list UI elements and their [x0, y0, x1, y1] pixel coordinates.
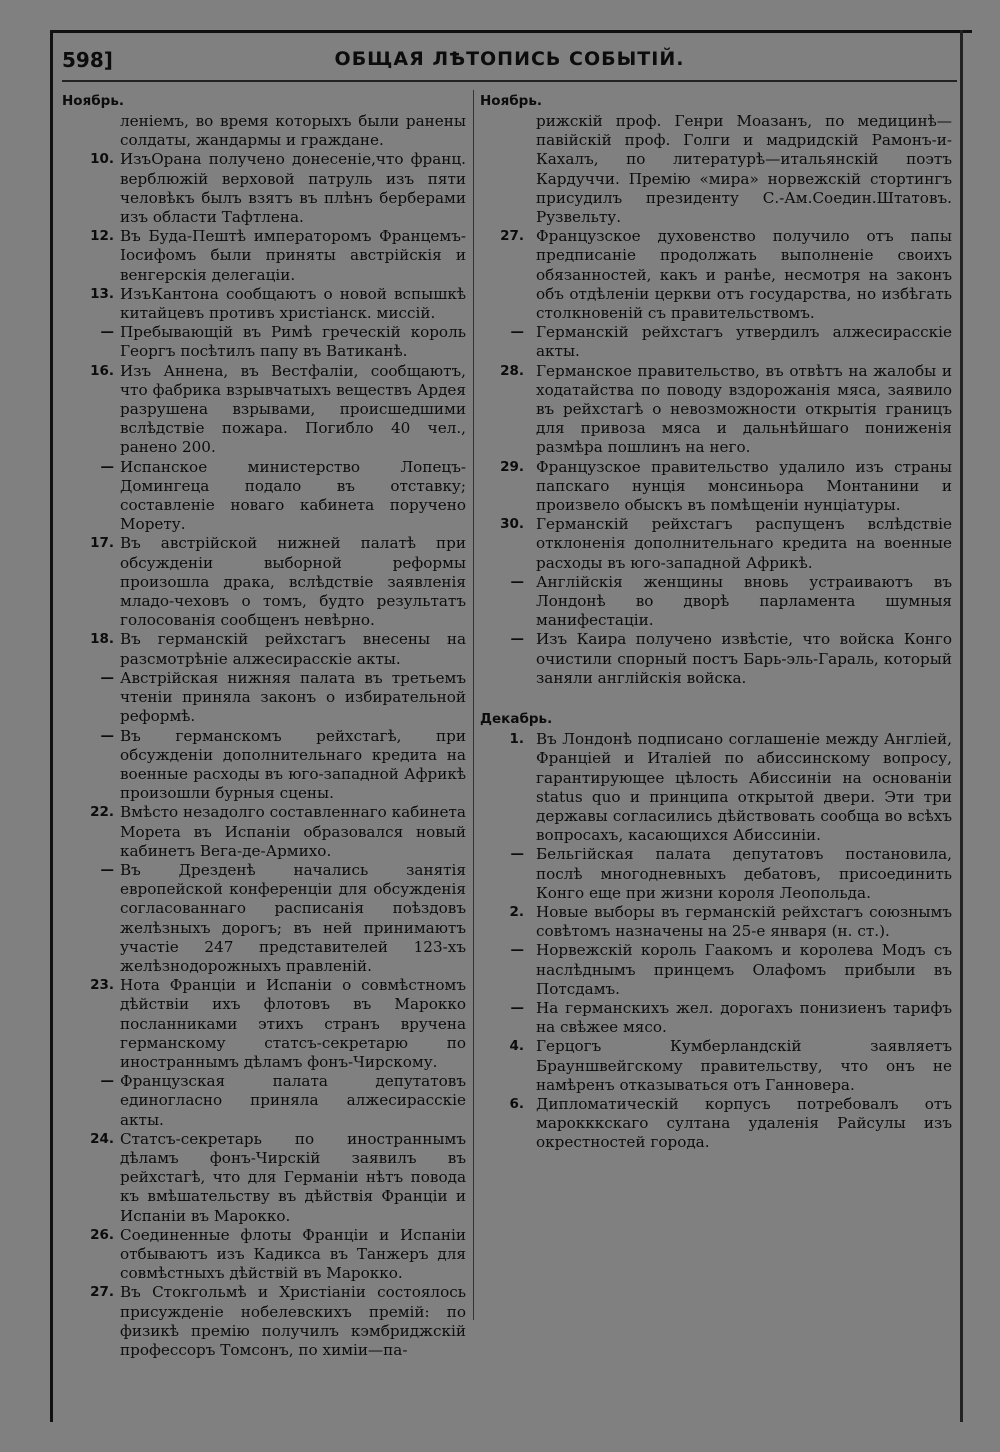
entry-text: Новые выборы въ германскій рейхстагъ союзнымъ совѣтомъ назначены на 25-е января (н. ст.). — [536, 902, 952, 941]
entry-date: 27. — [500, 228, 524, 245]
chronicle-entry — [62, 727, 466, 804]
entry-date: 2. — [509, 903, 524, 920]
entry-text: На германскихъ жел. дорогахъ понизиенъ тарифъ на свѣжее мясо. — [536, 998, 952, 1037]
entry-date: 27. — [90, 1284, 114, 1301]
header-rule — [62, 80, 957, 82]
chronicle-entry — [62, 323, 466, 361]
entry-date: — — [100, 1073, 114, 1090]
entry-date: 17. — [90, 535, 114, 552]
entry-text: Французское духовенство получило отъ папы предписаніе продолжать выполненіе своихъ обязанностей, какъ и ранѣе, несмотря на законъ объ отдѣленіи церкви отъ государства, но избѣгать столкновеній съ правительствомъ. — [536, 227, 952, 323]
entries-november — [480, 112, 952, 688]
entry-text: Изъ Аннена, въ Вестфаліи, сообщаютъ, что фабрика взрывчатыхъ веществъ Ардея разрушена взрывами, происшедшими вслѣдствіе пожара. Погибло 40 чел., ранено 200. — [120, 361, 466, 457]
chronicle-entry — [480, 730, 952, 845]
chronicle-entry — [62, 1130, 466, 1226]
page-number: 598] — [62, 48, 113, 72]
chronicle-entry — [480, 227, 952, 323]
chronicle-entry — [62, 669, 466, 727]
chronicle-entry — [480, 1037, 952, 1095]
entries-december — [480, 730, 952, 1152]
entry-text: Въ Дрезденѣ начались занятія европейской конференціи для обсужденія согласованнаго расписанія поѣздовъ желѣзныхъ дорогъ; въ ней принимаютъ участіе 247 представителей 123-хъ желѣзнодорожныхъ правленій. — [120, 860, 466, 975]
right-column — [480, 92, 952, 1153]
left-column — [62, 92, 466, 1360]
entry-text: Германскій рейхстагъ распущенъ вслѣдствіе отклоненія дополнительнаго кредита на военные расходы въ юго-западной Африкѣ. — [536, 515, 952, 572]
entry-text: Дипломатическій корпусъ потребовалъ отъ марокккскаго султана удаленія Райсулы изъ окрестностей города. — [536, 1094, 952, 1152]
entry-date: 23. — [90, 977, 114, 994]
entry-text: Германское правительство, въ отвѣтъ на жалобы и ходатайства по поводу вздорожанія мяса, заявило въ рейхстагѣ о невозможности открытія границъ для привоза мяса и дальнѣйшаго пониженія размѣра пошлинъ на него. — [536, 361, 952, 457]
chronicle-entry — [62, 534, 466, 630]
entry-text: рижскій проф. Генри Моазанъ, по медицинѣ—павійскій проф. Голги и мадридскій Рамонъ-и-Кахалъ, по литературѣ—итальянскій поэтъ Кардуччи. Премію «мира» норвежскій стортингъ присудилъ президенту С.-Ам.Соедин.Штатовъ. Рузвельту. — [536, 112, 952, 227]
entry-text: леніемъ, во время которыхъ были ранены солдаты, жандармы и граждане. — [120, 112, 466, 150]
entry-date: — — [510, 942, 524, 959]
frame-right-border — [960, 30, 963, 1422]
entry-text: Французская палата депутатовъ единогласно приняла алжесирасскіе акты. — [120, 1072, 466, 1129]
chronicle-entry — [480, 323, 952, 361]
entry-date: — — [510, 573, 524, 590]
entry-date: 28. — [500, 362, 524, 379]
entry-date: 18. — [90, 631, 114, 648]
entry-date: — — [510, 999, 524, 1016]
chronicle-entry — [62, 362, 466, 458]
entry-date: — — [100, 861, 114, 878]
chronicle-entry — [62, 227, 466, 285]
entry-date: — — [100, 324, 114, 341]
entry-date: 4. — [509, 1038, 524, 1055]
chronicle-entry — [480, 362, 952, 458]
entry-text: Англійскія женщины вновь устраиваютъ въ Лондонѣ во дворѣ парламента шумныя манифестаціи. — [536, 572, 952, 630]
chronicle-entry — [62, 630, 466, 668]
entry-date: 30. — [500, 516, 524, 533]
chronicle-entry — [62, 803, 466, 861]
entry-text: Изъ Каира получено извѣстіе, что войска Конго очистили спорный постъ Барь-эль-Гараль, который заняли англійскія войска. — [536, 630, 952, 687]
entry-text: Въ Лондонѣ подписано соглашеніе между Англіей, Франціей и Италіей по абиссинскому вопросу, гарантирующее цѣлость Абиссиніи на основаніи status quo и принципа открытой двери. Эти три державы согласились дѣйствовать сообща во всѣхъ вопросахъ, касающихся Абиссиніи. — [536, 730, 952, 845]
entry-date: 13. — [90, 285, 114, 302]
entry-date: 29. — [500, 458, 524, 475]
entry-date: — — [100, 458, 114, 475]
chronicle-entry — [62, 1283, 466, 1360]
entry-date: 26. — [90, 1226, 114, 1243]
chronicle-entry — [480, 845, 952, 903]
entry-text: Статсъ-секретарь по иностраннымъ дѣламъ фонъ-Чирскій заявилъ въ рейхстагѣ, что для Германіи нѣтъ повода къ вмѣшательству въ дѣйствія Франціи и Испаніи въ Марокко. — [120, 1129, 466, 1225]
entry-date: — — [100, 669, 114, 686]
entry-text: Въ Буда-Пештѣ императоромъ Францемъ-Іосифомъ были приняты австрійскія и венгерскія делегаціи. — [120, 227, 466, 284]
entry-text: Въ Стокгольмѣ и Христіаніи состоялось присужденіе нобелевскихъ премій: по физикѣ премію получилъ кэмбриджскій профессоръ Томсонъ, по химіи—па- — [120, 1283, 466, 1359]
entry-text: Германскій рейхстагъ утвердилъ алжесирасскіе акты. — [536, 323, 952, 361]
month-heading-december: Декабрь. — [480, 711, 553, 728]
chronicle-entry — [480, 573, 952, 631]
month-heading: Ноябрь. — [62, 93, 124, 109]
entry-date: — — [100, 727, 114, 744]
entry-text: Испанское министерство Лопецъ-Домингеца подало въ отставку; составленіе новаго кабинета поручено Морету. — [120, 457, 466, 534]
entry-date: — — [510, 846, 524, 863]
entry-date: 12. — [90, 228, 114, 245]
entry-date: — — [510, 631, 524, 648]
chronicle-entry — [62, 285, 466, 323]
entry-text: Въ германскій рейхстагъ внесены на разсмотрѣніе алжесирасскіе акты. — [120, 630, 466, 668]
month-heading: Ноябрь. — [480, 93, 542, 109]
entry-text: Бельгійская палата депутатовъ постановила, послѣ многодневныхъ дебатовъ, присоединить Конго еще при жизни короля Леопольда. — [536, 845, 952, 902]
entry-text: ИзъОрана получено донесеніе,что франц. верблюжій верховой патруль изъ пяти человѣкъ былъ взятъ въ плѣнъ берберами изъ области Тафтлена. — [120, 150, 466, 227]
entry-text: Въ германскомъ рейхстагѣ, при обсужденіи дополнительнаго кредита на военные расходы въ юго-западной Африкѣ произошли бурныя сцены. — [120, 726, 466, 803]
chronicle-entry — [480, 515, 952, 573]
entry-text: Пребывающій въ Римѣ греческій король Георгъ посѣтилъ папу въ Ватиканѣ. — [120, 323, 466, 361]
frame-top-border — [50, 30, 972, 33]
entry-date: 1. — [509, 731, 524, 748]
chronicle-entry — [62, 458, 466, 535]
running-title: ОБЩАЯ ЛѢТОПИСЬ СОБЫТІЙ. — [334, 48, 685, 70]
page-header — [62, 48, 957, 78]
chronicle-entry — [480, 112, 952, 227]
column-divider — [473, 90, 474, 1320]
chronicle-entry — [62, 861, 466, 976]
entry-text: Соединенные флоты Франціи и Испаніи отбываютъ изъ Кадикса въ Танжеръ для совмѣстныхъ дѣйствій въ Марокко. — [120, 1225, 466, 1283]
entry-date: — — [510, 324, 524, 341]
entry-text: Норвежскій король Гаакомъ и королева Модъ съ наслѣднымъ принцемъ Олафомъ прибыли въ Потсдамъ. — [536, 941, 952, 998]
chronicle-entry — [480, 630, 952, 688]
frame-left-border — [50, 30, 53, 1422]
entry-text: Въ австрійской нижней палатѣ при обсужденіи выборной реформы произошла драка, вслѣдствіе заявленія младо-чеховъ о томъ, будто результатъ голосованія сообщенъ невѣрно. — [120, 534, 466, 630]
entry-text: ИзъКантона сообщаютъ о новой вспышкѣ китайцевъ противъ христіанск. миссій. — [120, 284, 466, 323]
entry-text: Вмѣсто незадолго составленнаго кабинета Морета въ Испаніи образовался новый кабинетъ Вега-де-Армихо. — [120, 803, 466, 860]
chronicle-entry — [62, 1072, 466, 1130]
entry-date: 6. — [509, 1095, 524, 1112]
chronicle-entry — [62, 150, 466, 227]
chronicle-entry — [62, 1226, 466, 1284]
chronicle-entry — [480, 999, 952, 1037]
chronicle-entry — [480, 903, 952, 941]
chronicle-entry — [62, 976, 466, 1072]
chronicle-entry — [480, 1095, 952, 1153]
entry-date: 10. — [90, 151, 114, 168]
entry-text: Французское правительство удалило изъ страны папскаго нунція монсиньора Монтанини и произвело обыскъ въ помѣщеніи нунціатуры. — [536, 457, 952, 515]
chronicle-entry — [480, 941, 952, 999]
chronicle-entry — [480, 458, 952, 516]
entry-text: Герцогъ Кумберландскій заявляетъ Брауншвейгскому правительству, что онъ не намѣренъ отказываться отъ Ганновера. — [536, 1037, 952, 1094]
entry-date: 22. — [90, 804, 114, 821]
entry-text: Австрійская нижняя палата въ третьемъ чтеніи приняла законъ о избирательной реформѣ. — [120, 668, 466, 726]
entry-text: Нота Франціи и Испаніи о совмѣстномъ дѣйствіи ихъ флотовъ въ Марокко посланниками этихъ странъ вручена германскому статсъ-секретарю по иностраннымъ дѣламъ фонъ-Чирскому. — [120, 976, 466, 1071]
entry-date: 24. — [90, 1130, 114, 1147]
chronicle-entry — [62, 112, 466, 150]
entry-date: 16. — [90, 362, 114, 379]
